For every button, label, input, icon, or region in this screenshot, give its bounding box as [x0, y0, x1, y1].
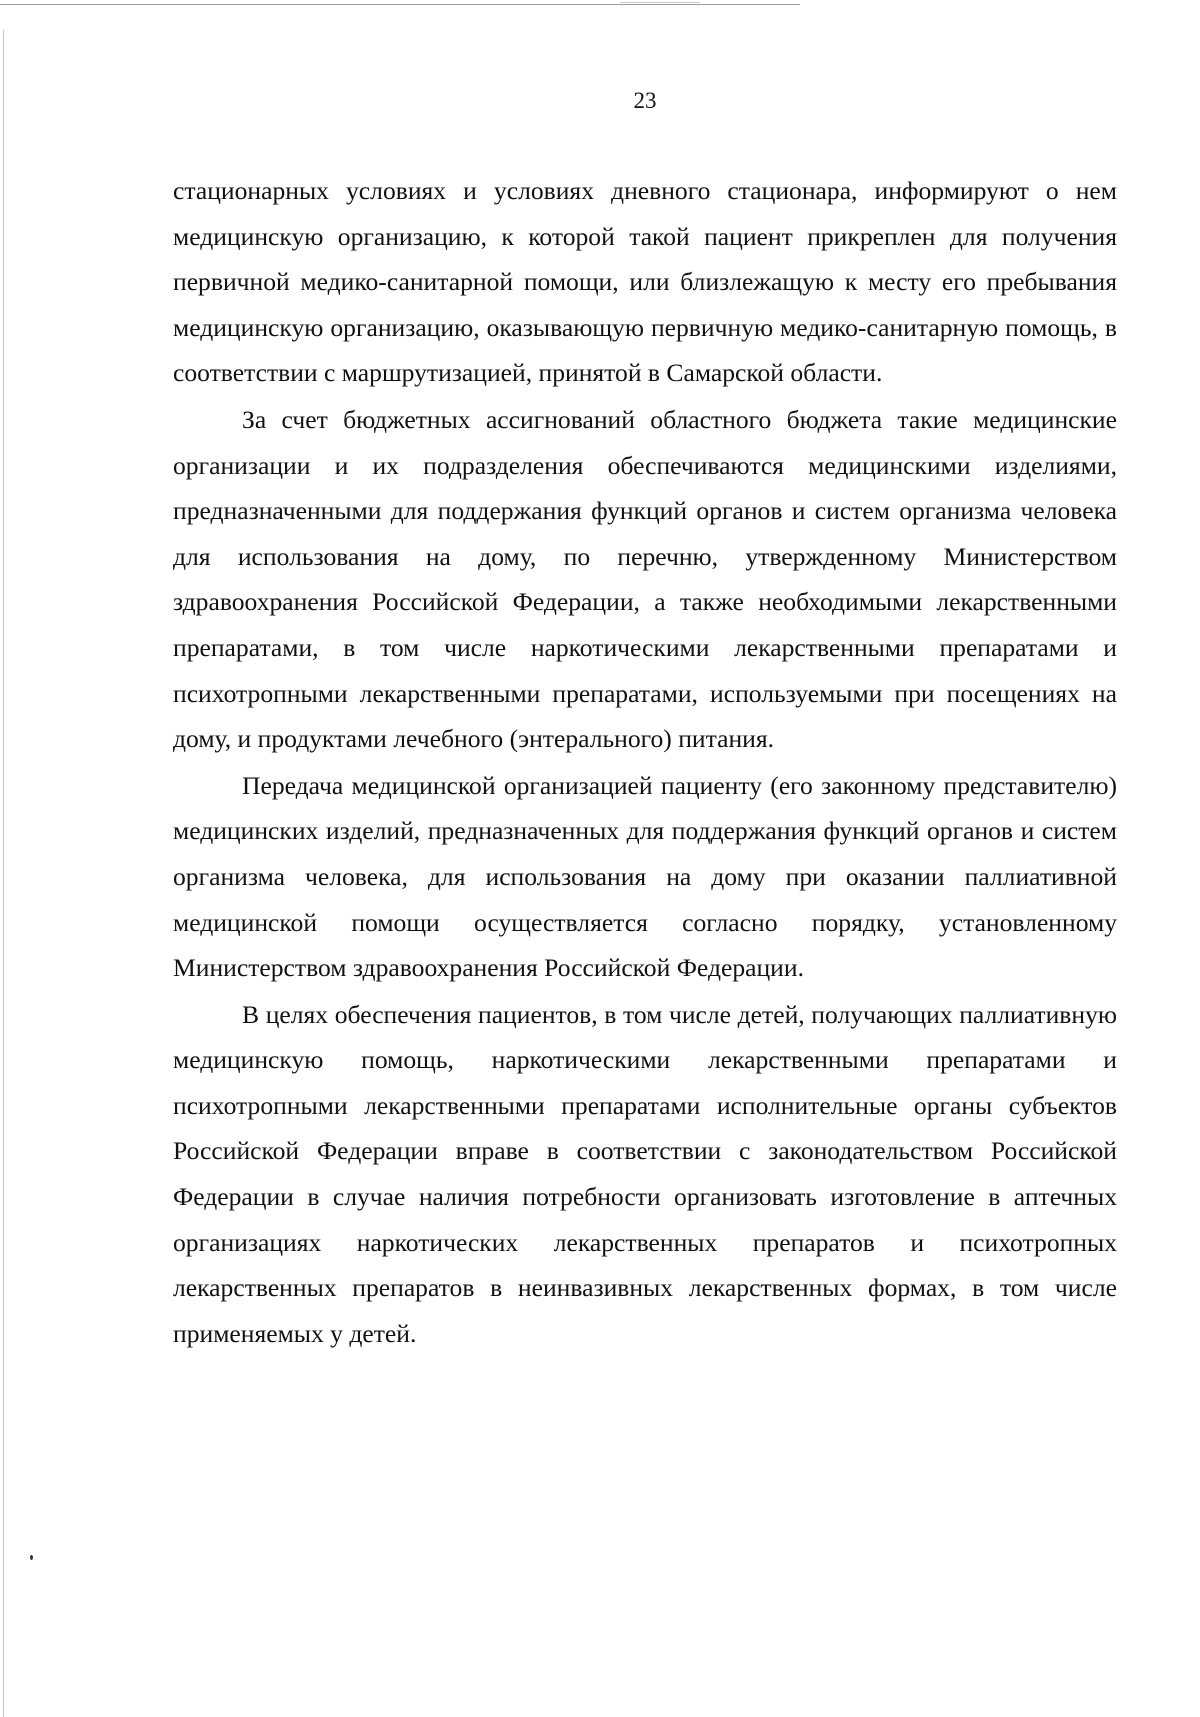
- paragraph-4: В целях обеспечения пациентов, в том числе детей, получающих паллиативную медицинскую помощь, наркотическими лекарственными препаратами и психотропными лекарственными препаратами исполнительные органы субъектов Российской Федерации вправе в соответствии с законодательством Российской Федерации в случае наличия потребности организовать изготовление в аптечных организациях наркотических лекарственных препаратов и психотропных лекарственных препаратов в неинвазивных лекарственных формах, в том числе применяемых у детей.: [173, 999, 1117, 1348]
- document-body: [173, 168, 1117, 1357]
- scan-edge-left: [3, 30, 4, 1717]
- scan-edge-top-mark: [620, 2, 700, 3]
- paragraph-3: Передача медицинской организацией пациенту (его законному представителю) медицинских изделий, предназначенных для поддержания функций органов и систем организма человека, для использования на дому при оказании паллиативной медицинской помощи осуществляется согласно порядку, установленному Министерством здравоохранения Российской Федерации.: [173, 770, 1117, 983]
- paragraph-2: За счет бюджетных ассигнований областного бюджета такие медицинские организации и их подразделения обеспечиваются медицинскими изделиями, предназначенными для поддержания функций органов и систем организма человека для использования на дому, по перечню, утвержденному Министерством здравоохранения Российской Федерации, а также необходимыми лекарственными препаратами, в том числе наркотическими лекарственными препаратами и психотропными лекарственными препаратами, используемыми при посещениях на дому, и продуктами лечебного (энтерального) питания.: [173, 404, 1117, 754]
- paragraph-1: стационарных условиях и условиях дневного стационара, информируют о нем медицинскую организацию, к которой такой пациент прикреплен для получения первичной медико-санитарной помощи, или близлежащую к месту его пребывания медицинскую организацию, оказывающую первичную медико-санитарную помощь, в соответствии с маршрутизацией, принятой в Самарской области.: [173, 176, 1117, 388]
- scan-speck: [30, 1555, 33, 1560]
- page-number: 23: [633, 88, 657, 113]
- scan-edge-top: [0, 4, 800, 5]
